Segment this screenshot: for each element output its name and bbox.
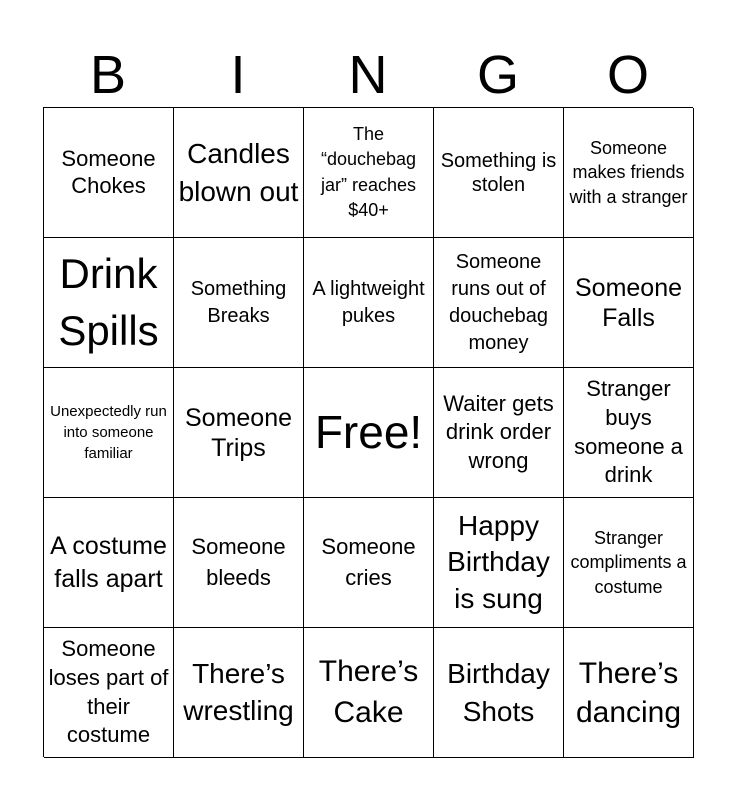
- header-letter-i: I: [230, 45, 246, 105]
- cell-text: There’s Cake: [318, 655, 419, 729]
- bingo-cell-3-3[interactable]: [304, 368, 434, 498]
- bingo-cell-2-3[interactable]: [304, 238, 434, 368]
- cell-text: Candles blown out: [178, 137, 299, 207]
- bingo-cell-1-2[interactable]: [174, 108, 304, 238]
- cell-text: Someone Falls: [574, 273, 683, 332]
- header-letter-o: O: [606, 45, 649, 105]
- bingo-cell-2-1[interactable]: [44, 238, 174, 368]
- bingo-cell-1-4[interactable]: [434, 108, 564, 238]
- bingo-cell-5-5[interactable]: [564, 628, 694, 758]
- cell-text: Unexpectedly run into someone familiar: [50, 403, 167, 462]
- bingo-cell-2-5[interactable]: [564, 238, 694, 368]
- bingo-cell-2-2[interactable]: [174, 238, 304, 368]
- cell-text: Someone bleeds: [191, 533, 286, 590]
- bingo-cell-4-4[interactable]: [434, 498, 564, 628]
- bingo-cell-5-1[interactable]: [44, 628, 174, 758]
- header-letter-n: N: [348, 45, 388, 105]
- free-space: Free!: [314, 405, 423, 458]
- bingo-cell-1-3[interactable]: [304, 108, 434, 238]
- cell-text: There’s dancing: [575, 656, 682, 729]
- header-letter-g: G: [476, 45, 519, 105]
- cell-text: There’s wrestling: [183, 658, 294, 726]
- header-letter-b: B: [89, 45, 127, 105]
- cell-text: Waiter gets drink order wrong: [443, 390, 554, 473]
- cell-text: Something Breaks: [190, 277, 287, 327]
- bingo-cell-4-5[interactable]: [564, 498, 694, 628]
- bingo-cell-4-3[interactable]: [304, 498, 434, 628]
- cell-text: A costume falls apart: [50, 532, 167, 593]
- bingo-cell-3-1[interactable]: [44, 368, 174, 498]
- bingo-cell-3-4[interactable]: [434, 368, 564, 498]
- bingo-cell-5-2[interactable]: [174, 628, 304, 758]
- cell-text: Happy Birthday is sung: [447, 509, 550, 614]
- cell-text: Someone Trips: [184, 403, 293, 462]
- cell-text: Drink Spills: [58, 249, 159, 354]
- bingo-cell-5-4[interactable]: [434, 628, 564, 758]
- bingo-cell-2-4[interactable]: [434, 238, 564, 368]
- cell-text: Someone cries: [321, 533, 416, 590]
- bingo-cell-3-2[interactable]: [174, 368, 304, 498]
- cell-text: Someone makes friends with a stranger: [569, 138, 688, 207]
- cell-text: Birthday Shots: [447, 657, 550, 727]
- cell-text: Stranger compliments a costume: [570, 528, 687, 597]
- bingo-board: [43, 107, 693, 757]
- cell-text: Stranger buys someone a drink: [574, 376, 683, 488]
- cell-text: Someone Chokes: [61, 146, 156, 198]
- cell-text: Someone runs out of douchebag money: [449, 250, 548, 354]
- bingo-cell-4-2[interactable]: [174, 498, 304, 628]
- bingo-cell-3-5[interactable]: [564, 368, 694, 498]
- bingo-cell-4-1[interactable]: [44, 498, 174, 628]
- cell-text: Something is stolen: [440, 149, 557, 196]
- bingo-cell-1-5[interactable]: [564, 108, 694, 238]
- cell-text: A lightweight pukes: [312, 277, 425, 327]
- bingo-header: [43, 42, 693, 108]
- bingo-cell-5-3[interactable]: [304, 628, 434, 758]
- bingo-cell-1-1[interactable]: [44, 108, 174, 238]
- cell-text: The “douchebag jar” reaches $40+: [320, 124, 417, 220]
- cell-text: Someone loses part of their costume: [48, 636, 169, 748]
